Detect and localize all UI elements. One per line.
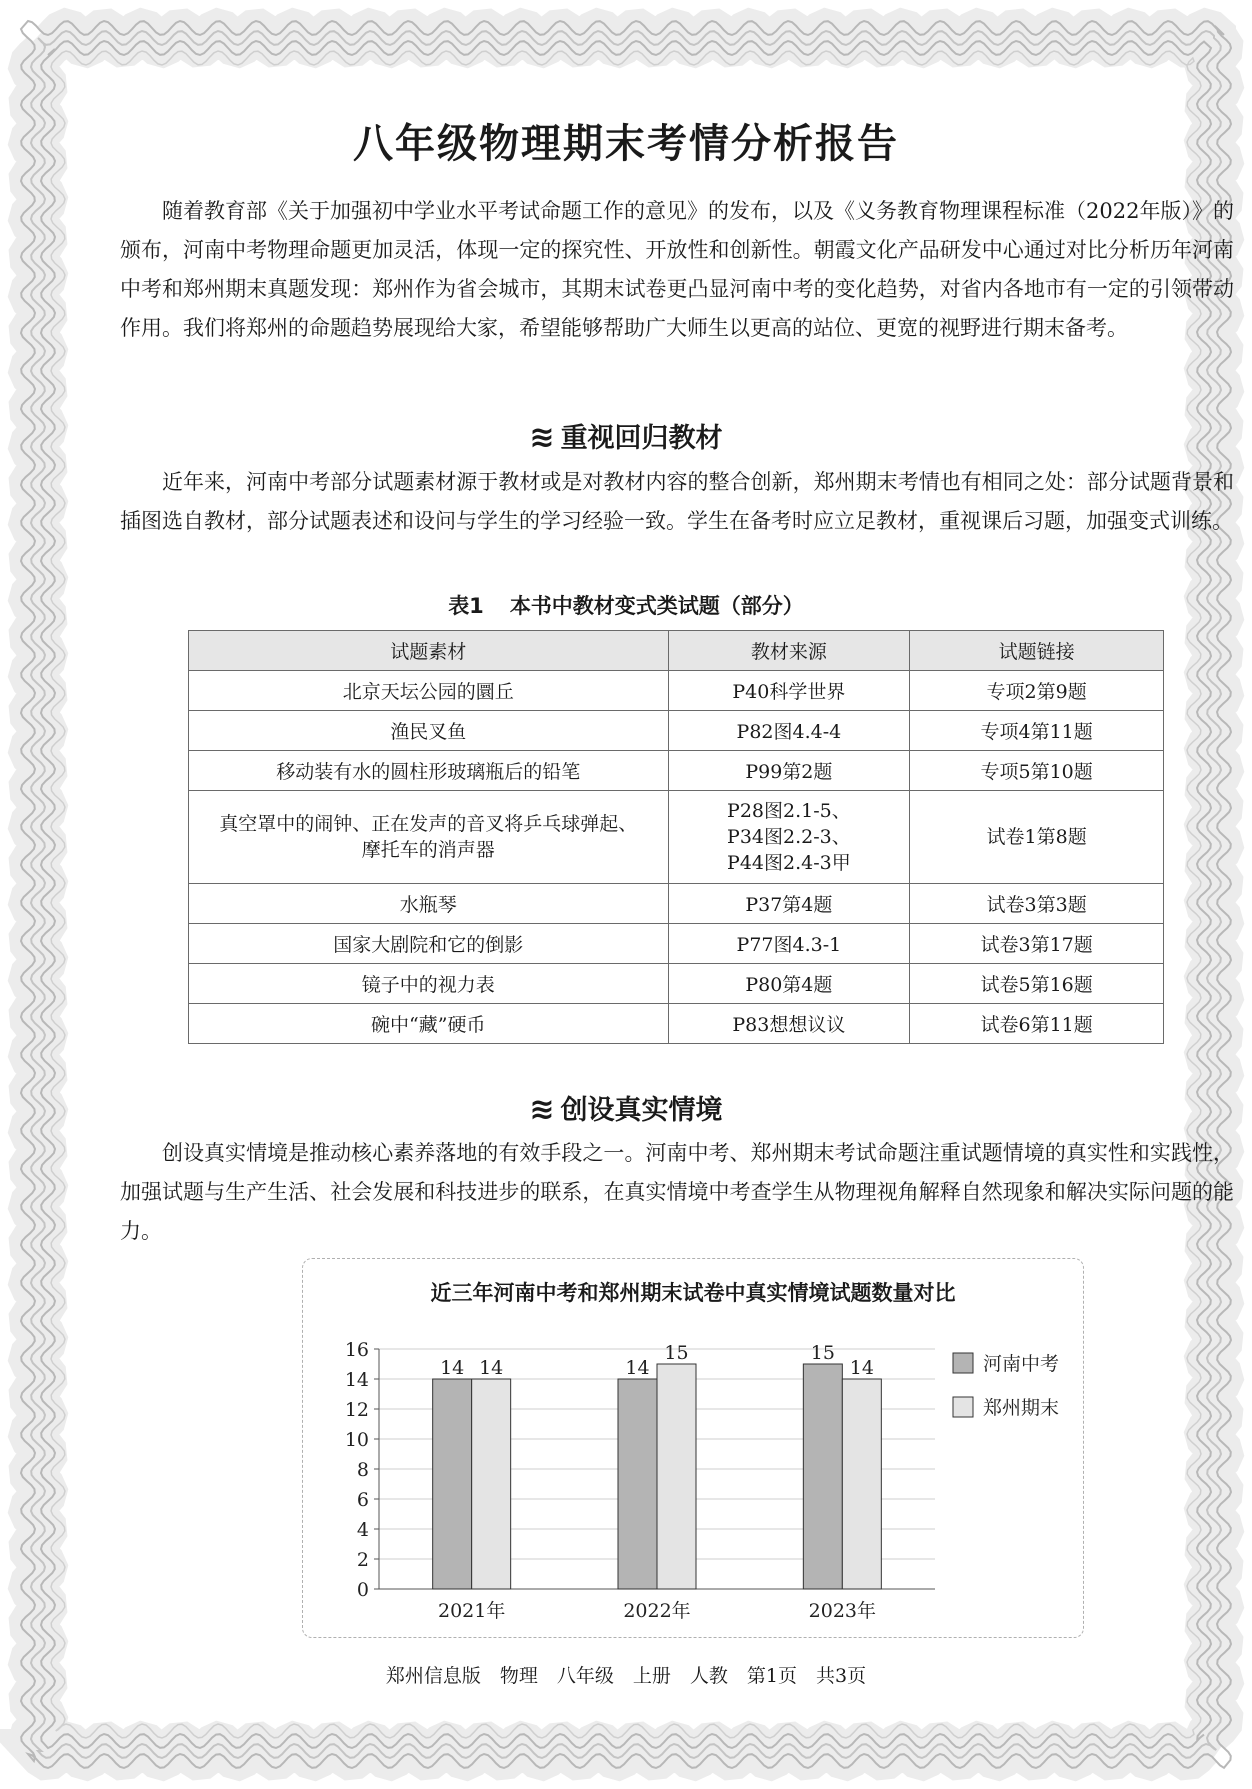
chart-container	[302, 1258, 1084, 1638]
legend-label: 郑州期末	[983, 1397, 1060, 1419]
cell-text: P99第2题	[745, 761, 833, 783]
cell-text: P28图2.1-5、	[727, 800, 851, 822]
bar-value-label: 14	[625, 1357, 650, 1379]
bar-value-label: 14	[479, 1357, 504, 1379]
table-row	[189, 671, 1164, 711]
cell-text: 真空罩中的闹钟、正在发声的音叉将乒乓球弹起、	[219, 813, 638, 835]
textbook-variant-table	[188, 630, 1164, 1044]
table-row	[189, 964, 1164, 1004]
bar-value-label: 15	[664, 1342, 689, 1364]
x-tick-label: 2023年	[808, 1600, 877, 1622]
table-header-cell: 试题素材	[189, 631, 669, 671]
y-tick-label: 4	[356, 1519, 369, 1541]
intro-paragraph: 随着教育部《关于加强初中学业水平考试命题工作的意见》的发布，以及《义务教育物理课程标准（2022年版）》的颁布，河南中考物理命题更加灵活，体现一定的探究性、开放性和创新性。朝霞文化产品研发中心通过对比分析历年河南中考和郑州期末真题发现：郑州作为省会城市，其期末试卷更凸显河南中考的变化趋势，对省内各地市有一定的引领带动作用。我们将郑州的命题趋势展现给大家，希望能够帮助广大师生以更高的站位、更宽的视野进行期末备考。	[120, 199, 1234, 340]
cell-text: 碗中“藏”硬币	[371, 1014, 486, 1036]
table-cell-material	[189, 751, 669, 791]
wave-icon: ≋	[529, 420, 555, 455]
bar-value-label: 14	[849, 1357, 874, 1379]
cell-text: 镜子中的视力表	[361, 974, 495, 996]
table-cell-link: 试卷6第11题	[910, 1004, 1164, 1044]
wave-icon: ≋	[529, 1092, 555, 1127]
cell-text: 移动装有水的圆柱形玻璃瓶后的铅笔	[276, 761, 581, 783]
table-cell-source	[668, 711, 910, 751]
cell-text: P34图2.2-3、	[727, 826, 851, 848]
section-heading-text: 重视回归教材	[560, 423, 723, 454]
y-tick-label: 6	[356, 1489, 369, 1511]
table-row	[189, 751, 1164, 791]
y-tick-label: 0	[356, 1579, 369, 1601]
page-footer: 郑州信息版 物理 八年级 上册 人教 第1页 共3页	[385, 1665, 867, 1687]
cell-text: P44图2.4-3甲	[727, 852, 851, 874]
table-cell-link: 专项4第11题	[910, 711, 1164, 751]
table-header-cell: 教材来源	[668, 631, 910, 671]
table-cell-source	[668, 751, 910, 791]
table-cell-source	[668, 924, 910, 964]
y-tick-label: 2	[356, 1549, 369, 1571]
table-cell-source	[668, 671, 910, 711]
table-cell-link: 专项2第9题	[910, 671, 1164, 711]
bar	[657, 1364, 696, 1589]
table-cell-material	[189, 884, 669, 924]
section-heading-real-context	[0, 1088, 1252, 1127]
bar-value-label: 15	[810, 1342, 835, 1364]
table-cell-source	[668, 1004, 910, 1044]
y-tick-label: 12	[344, 1399, 369, 1421]
table-cell-link: 试卷3第3题	[910, 884, 1164, 924]
bar	[618, 1379, 657, 1589]
cell-text: P40科学世界	[732, 681, 846, 703]
table-caption-text: 本书中教材变式类试题（部分）	[509, 594, 804, 618]
cell-text: P77图4.3-1	[736, 934, 842, 956]
bar	[803, 1364, 842, 1589]
page-title: 八年级物理期末考情分析报告	[353, 121, 899, 167]
table-cell-material	[189, 964, 669, 1004]
table-row	[189, 884, 1164, 924]
section2-paragraph: 创设真实情境是推动核心素养落地的有效手段之一。河南中考、郑州期末考试命题注重试题情境的真实性和实践性，加强试题与生产生活、社会发展和科技进步的联系，在真实情境中考查学生从物理视角解释自然现象和解决实际问题的能力。	[120, 1141, 1234, 1243]
legend-swatch	[953, 1397, 973, 1417]
table-row	[189, 924, 1164, 964]
cell-text: P83想想议议	[732, 1014, 846, 1036]
y-tick-label: 8	[356, 1459, 369, 1481]
table-cell-link: 专项5第10题	[910, 751, 1164, 791]
cell-text: 渔民叉鱼	[390, 721, 467, 743]
table-cell-link: 试卷5第16题	[910, 964, 1164, 1004]
x-tick-label: 2021年	[437, 1600, 506, 1622]
x-tick-label: 2022年	[623, 1600, 691, 1622]
table-cell-source	[668, 791, 910, 884]
table-cell-material	[189, 1004, 669, 1044]
table-cell-link: 试卷3第17题	[910, 924, 1164, 964]
table-caption	[0, 590, 1252, 620]
bar-chart	[303, 1259, 1085, 1639]
table-cell-source	[668, 964, 910, 1004]
table-cell-material	[189, 671, 669, 711]
y-tick-label: 16	[344, 1339, 369, 1361]
bar	[842, 1379, 881, 1589]
y-tick-label: 10	[344, 1429, 369, 1451]
legend-swatch	[953, 1353, 973, 1373]
table-cell-link: 试卷1第8题	[910, 791, 1164, 884]
table-cell-material	[189, 924, 669, 964]
table-cell-source	[668, 884, 910, 924]
cell-text: P80第4题	[745, 974, 833, 996]
cell-text: 水瓶琴	[399, 894, 457, 916]
table-header-cell: 试题链接	[910, 631, 1164, 671]
cell-text: 国家大剧院和它的倒影	[333, 934, 524, 956]
chart-title: 近三年河南中考和郑州期末试卷中真实情境试题数量对比	[430, 1281, 956, 1305]
table-header-row	[189, 631, 1164, 671]
section1-paragraph: 近年来，河南中考部分试题素材源于教材或是对教材内容的整合创新，郑州期末考情也有相同之处：部分试题背景和插图选自教材，部分试题表述和设问与学生的学习经验一致。学生在备考时应立足教材，重视课后习题，加强变式训练。	[120, 470, 1234, 533]
table-row	[189, 791, 1164, 884]
table-cell-material	[189, 791, 669, 884]
bar	[472, 1379, 511, 1589]
legend-label: 河南中考	[983, 1353, 1060, 1375]
section-heading-textbook	[0, 416, 1252, 455]
section-heading-text: 创设真实情境	[560, 1095, 723, 1126]
cell-text: 摩托车的消声器	[361, 839, 495, 861]
bar	[433, 1379, 472, 1589]
cell-text: P37第4题	[745, 894, 833, 916]
bar-value-label: 14	[440, 1357, 465, 1379]
table-row	[189, 1004, 1164, 1044]
y-tick-label: 14	[344, 1369, 369, 1391]
cell-text: 北京天坛公园的圜丘	[342, 681, 514, 703]
cell-text: P82图4.4-4	[736, 721, 842, 743]
table-number: 表1	[448, 594, 484, 618]
table-cell-material	[189, 711, 669, 751]
table-row	[189, 711, 1164, 751]
